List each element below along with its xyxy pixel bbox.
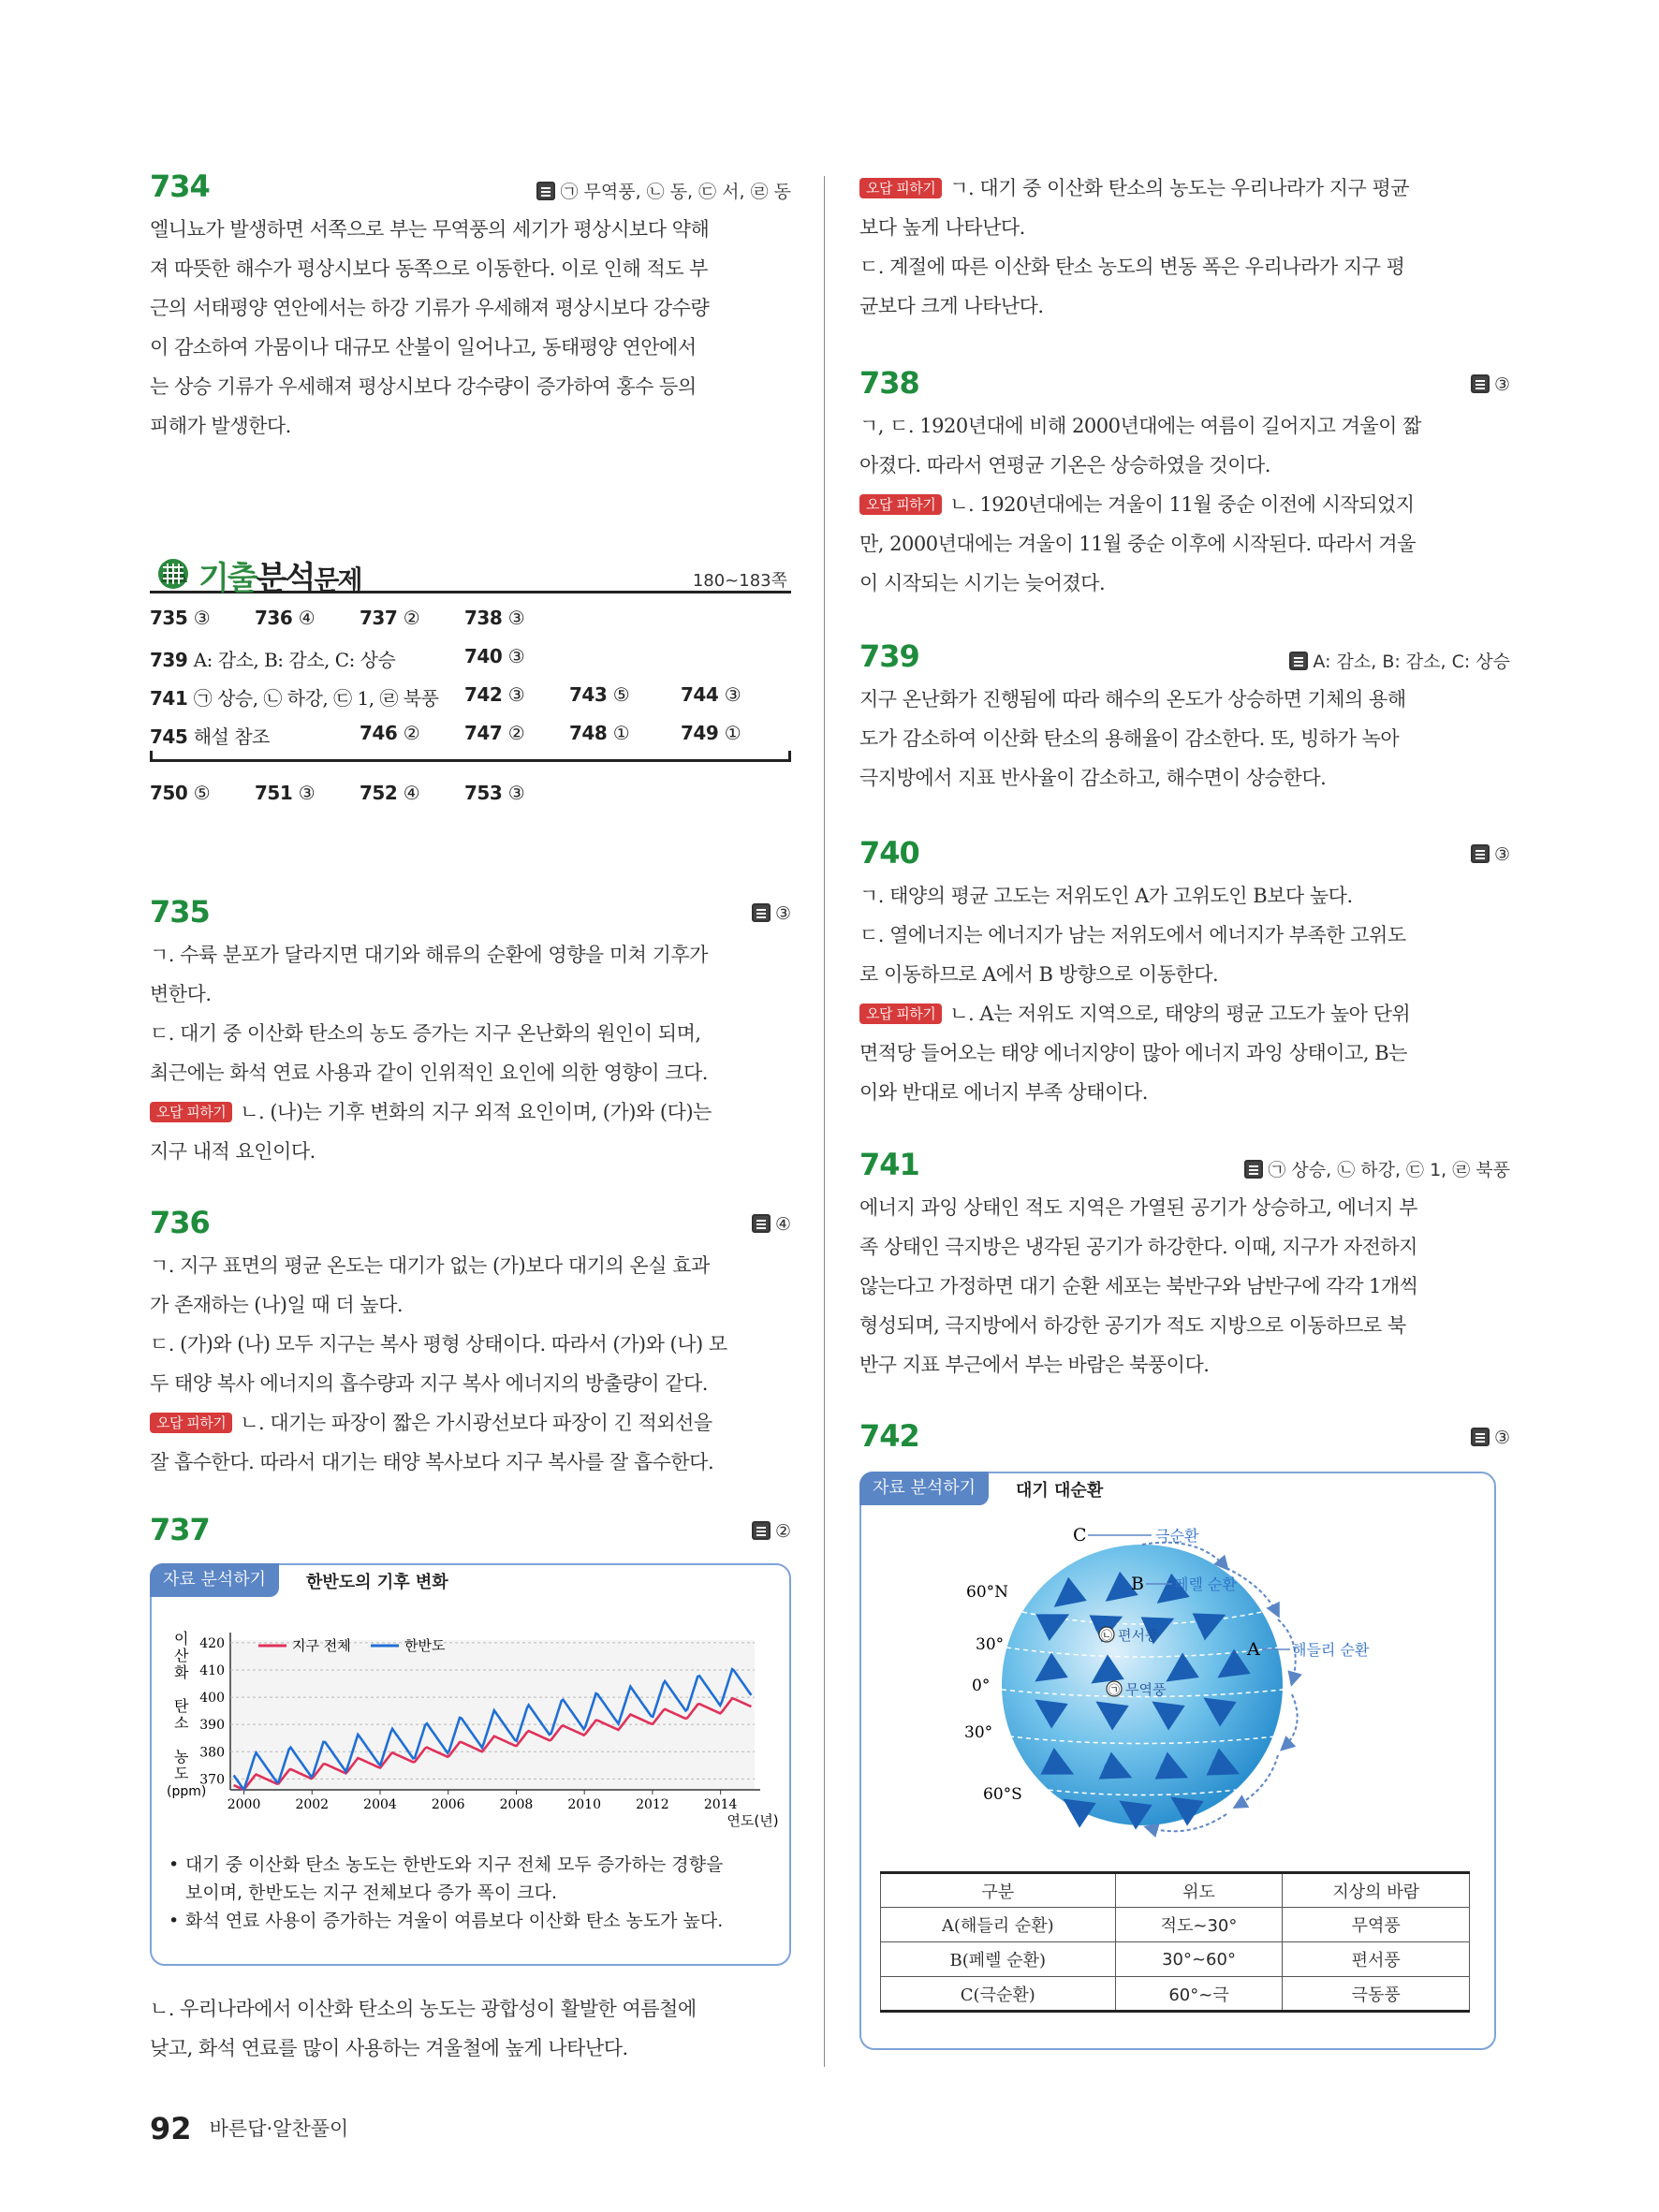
- explanation: ㄱ. 지구 표면의 평균 온도는 대기가 없는 (가)보다 대기의 온실 효과 가 존재하는 (나)일 때 더 높다. ㄷ. (가)와 (나) 모두 지구는 복사 평형 상태이다. 따라서 (가)와 (나) 모 두 태양 복사 에너지의 흡수량과 지구 복사 에너지의 방출량이 같다. 오답 피하기 ㄴ. 대기는 파장이 짧은 가시광선보다 파장이 긴 적외선을 잘 흡수한다. 따라서 대기는 태양 복사보다 지구 복사를 잘 흡수한다.: [150, 1254, 727, 1473]
- x-tick-label: 2000: [227, 1797, 261, 1812]
- analysis-bullets: [165, 1851, 773, 1935]
- explanation: 지구 온난화가 진행됨에 따라 해수의 온도가 상승하면 기체의 용해 도가 감소하여 이산화 탄소의 용해율이 감소한다. 또, 빙하가 녹아 극지방에서 지표 반사율이 감소하고, 해수면이 상승한다.: [859, 688, 1406, 789]
- co2-line-chart: [165, 1623, 779, 1838]
- bullet-item: • 대기 중 이산화 탄소 농도는 한반도와 지구 전체 모두 증가하는 경향을 보이며, 한반도는 지구 전체보다 증가 폭이 크다.: [165, 1851, 773, 1907]
- grid-entry: 738 ③: [464, 607, 525, 629]
- answer: ㉠ 무역풍, ㉡ 동, ㉢ 서, ㉣ 동: [536, 178, 791, 203]
- explanation: 오답 피하기 ㄱ. 대기 중 이산화 탄소의 농도는 우리나라가 지구 평균 보다 높게 나타난다. ㄷ. 계절에 따른 이산화 탄소 농도의 변동 폭은 우리나라가 지구 평 균보다 크게 나타난다.: [859, 177, 1410, 317]
- exam-answer-section: [150, 552, 791, 762]
- exam-title: 기출분석문제: [198, 560, 361, 597]
- data-analysis-box-742: [859, 1472, 1496, 2050]
- westerlies-label: 편서풍: [1118, 1627, 1159, 1644]
- grid-entry: 745 해설 참조: [150, 725, 270, 748]
- explanation: ㄴ. 우리나라에서 이산화 탄소의 농도는 광합성이 활발한 여름철에 낮고, 화석 연료를 많이 사용하는 겨울철에 높게 나타난다.: [150, 1998, 697, 2059]
- ylabel-char: 화: [174, 1663, 189, 1681]
- answer: ④: [752, 1214, 791, 1235]
- answer: ③: [1471, 1428, 1510, 1448]
- table-cell: 30°~60°: [1115, 1942, 1283, 1977]
- table-header: 구분: [881, 1873, 1116, 1908]
- grid-entry: 741 ㉠ 상승, ㉡ 하강, ㉢ 1, ㉣ 북풍: [150, 687, 439, 710]
- grid-entry: 736 ④: [255, 607, 316, 629]
- answer: ③: [752, 903, 791, 924]
- grid-entry: 735 ③: [150, 607, 211, 629]
- ylabel-char: 소: [174, 1714, 189, 1732]
- question-741: [859, 1147, 1510, 1384]
- ylabel-char: 도: [174, 1765, 189, 1782]
- data-analysis-tag: 자료 분석하기: [150, 1563, 279, 1597]
- lat-60s-label: 60°S: [983, 1785, 1022, 1804]
- wrong-answer-tag: 오답 피하기: [150, 1413, 232, 1433]
- table-row: [881, 1942, 1470, 1977]
- y-tick-label: 410: [199, 1663, 225, 1678]
- answer-icon: [1289, 652, 1308, 670]
- bullet-item: • 화석 연료 사용이 증가하는 겨울이 여름보다 이산화 탄소 농도가 높다.: [165, 1907, 773, 1935]
- table-cell: 편서풍: [1283, 1942, 1470, 1977]
- answer-icon: [536, 182, 555, 200]
- answer-grid: [150, 593, 791, 762]
- polar-cell-label: 극순환: [1155, 1527, 1199, 1545]
- explanation: ㄱ. 태양의 평균 고도는 저위도인 A가 고위도인 B보다 높다. ㄷ. 열에너지는 에너지가 남는 저위도에서 에너지가 부족한 고위도 로 이동하므로 A에서 B 방향으로 이동한다. 오답 피하기 ㄴ. A는 저위도 지역으로, 태양의 평균 고도가 높아 단위 면적당 들어오는 태양 에너지양이 많아 에너지 과잉 상태이고, B는 이와 반대로 에너지 부족 상태이다.: [859, 885, 1411, 1104]
- wind-g-marker: ㉠: [1108, 1683, 1121, 1696]
- table-header: 지상의 바람: [1283, 1873, 1470, 1908]
- table-cell: 극동풍: [1283, 1977, 1470, 2012]
- question-737-text: [150, 1989, 791, 2068]
- grid-entry: 747 ②: [464, 722, 525, 744]
- wrong-answer-tag: 오답 피하기: [859, 1003, 942, 1024]
- grid-entry: 748 ①: [569, 722, 630, 744]
- question-number: 735: [150, 894, 210, 930]
- table-header: 위도: [1115, 1873, 1283, 1908]
- ylabel-char: 탄: [174, 1697, 189, 1715]
- lat-60n-label: 60°N: [966, 1583, 1009, 1602]
- question-number: 742: [859, 1418, 919, 1454]
- question-number: 736: [150, 1205, 210, 1240]
- book-title: 바른답·알찬풀이: [209, 2117, 349, 2140]
- answer-icon: [1471, 1428, 1490, 1446]
- wrong-answer-tag: 오답 피하기: [859, 178, 942, 198]
- ylabel-char: 농: [174, 1748, 189, 1765]
- table-row: [881, 1977, 1470, 2012]
- table-cell: A(해들리 순환): [881, 1908, 1116, 1942]
- grid-entry: 739 A: 감소, B: 감소, C: 상승: [150, 649, 396, 671]
- hadley-cell-label: 해들리 순환: [1292, 1641, 1370, 1659]
- grid-entry: 749 ①: [681, 722, 741, 744]
- answer-icon: [752, 1521, 771, 1540]
- exam-logo-icon: [154, 554, 193, 590]
- lat-0-label: 0°: [972, 1677, 991, 1695]
- question-742: [859, 1418, 1510, 1459]
- y-tick-label: 400: [199, 1691, 225, 1707]
- grid-entry: 742 ③: [464, 683, 525, 706]
- question-736: [150, 1205, 791, 1482]
- question-number: 739: [859, 638, 919, 674]
- answer-icon: [1244, 1160, 1263, 1179]
- x-axis-label: 연도(년): [727, 1812, 779, 1829]
- table-cell: 60°~극: [1115, 1977, 1283, 2012]
- ylabel-char: 산: [174, 1647, 189, 1664]
- question-739: [859, 638, 1510, 798]
- data-analysis-box-737: [150, 1563, 791, 1966]
- grid-entry: 744 ③: [681, 683, 741, 706]
- grid-entry: 751 ③: [255, 782, 316, 804]
- question-number: 740: [859, 835, 919, 871]
- grid-entry: 750 ⑤: [150, 782, 211, 804]
- answer-icon: [752, 1214, 771, 1233]
- question-number: 741: [859, 1147, 919, 1182]
- ylabel-unit: (ppm): [167, 1784, 207, 1799]
- chart-y-ticks: [199, 1636, 225, 1787]
- explanation: 엘니뇨가 발생하면 서쪽으로 부는 무역풍의 세기가 평상시보다 약해 져 따뜻한 해수가 평상시보다 동쪽으로 이동한다. 이로 인해 적도 부 근의 서태평양 연안에서는 하강 기류가 우세해져 평상시보다 강수량 이 감소하여 가뭄이나 대규모 산불이 일어나고, 동태평양 연안에서 는 상승 기류가 우세해져 평상시보다 강수량이 증가하여 홍수 등의 피해가 발생한다.: [150, 218, 710, 437]
- lat-30s-label: 30°: [964, 1723, 993, 1742]
- cell-b-label: B: [1131, 1574, 1144, 1594]
- table-row: [881, 1908, 1470, 1942]
- page-footer: [150, 2111, 348, 2146]
- question-number: 738: [859, 365, 919, 401]
- y-tick-label: 370: [199, 1772, 225, 1788]
- question-740: [859, 835, 1510, 1112]
- grid-entry: 743 ⑤: [569, 683, 630, 706]
- y-tick-label: 380: [199, 1745, 225, 1761]
- wind-l-marker: ㉡: [1101, 1629, 1113, 1642]
- ferrel-cell-label: 페렐 순환: [1174, 1575, 1237, 1593]
- page-number: 92: [150, 2111, 192, 2146]
- explanation: ㄱ, ㄷ. 1920년대에 비해 2000년대에는 여름이 길어지고 겨울이 짧 아졌다. 따라서 연평균 기온은 상승하였을 것이다. 오답 피하기 ㄴ. 1920년대에는 겨울이 11월 중순 이전에 시작되었지 만, 2000년대에는 겨울이 11월 중순 이후에 시작된다. 따라서 겨울 이 시작되는 시기는 늦어졌다.: [859, 415, 1421, 594]
- cell-a-label: A: [1247, 1639, 1260, 1660]
- legend-label: 한반도: [404, 1637, 446, 1654]
- grid-entry: 752 ④: [360, 782, 420, 804]
- legend-label: 지구 전체: [292, 1637, 351, 1654]
- question-738: [859, 365, 1510, 603]
- table-cell: 무역풍: [1283, 1908, 1470, 1942]
- grid-entry: 737 ②: [360, 607, 420, 629]
- x-tick-label: 2002: [295, 1797, 330, 1812]
- explanation: 에너지 과잉 상태인 적도 지역은 가열된 공기가 상승하고, 에너지 부 족 상태인 극지방은 냉각된 공기가 하강한다. 이때, 지구가 자전하지 않는다고 가정하면 대기 순환 세포는 북반구와 남반구에 각각 1개씩 형성되며, 극지방에서 하강한 공기가 적도 지방으로 이동하므로 북 반구 지표 부근에서 부는 바람은 북풍이다.: [859, 1196, 1418, 1376]
- x-tick-label: 2012: [636, 1797, 669, 1812]
- column-divider: [824, 176, 825, 2067]
- answer-icon: [752, 903, 771, 922]
- explanation: ㄱ. 수륙 분포가 달라지면 대기와 해류의 순환에 영향을 미쳐 기후가 변한다. ㄷ. 대기 중 이산화 탄소의 농도 증가는 지구 온난화의 원인이 되며, 최근에는 화석 연료 사용과 같이 인위적인 요인에 의한 영향이 크다. 오답 피하기 ㄴ. (나)는 기후 변화의 지구 외적 요인이며, (가)와 (다)는 지구 내적 요인이다.: [150, 944, 712, 1163]
- question-number: 734: [150, 168, 210, 204]
- data-analysis-title: 한반도의 기후 변화: [306, 1573, 448, 1592]
- lat-30n-label: 30°: [976, 1635, 1005, 1654]
- x-tick-label: 2014: [703, 1797, 738, 1812]
- question-number: 737: [150, 1512, 210, 1547]
- trade-winds-label: 무역풍: [1125, 1681, 1167, 1698]
- wrong-answer-tag: 오답 피하기: [150, 1102, 232, 1122]
- x-tick-label: 2008: [499, 1797, 534, 1812]
- wind-table: [880, 1871, 1470, 2013]
- y-tick-label: 390: [199, 1718, 225, 1734]
- answer: ③: [1471, 374, 1510, 395]
- x-tick-label: 2010: [567, 1797, 602, 1812]
- answer: ㉠ 상승, ㉡ 하강, ㉢ 1, ㉣ 북풍: [1244, 1156, 1510, 1181]
- question-735: [150, 894, 791, 1171]
- table-cell: B(페렐 순환): [881, 1942, 1116, 1977]
- data-analysis-title: 대기 대순환: [1016, 1481, 1104, 1501]
- atmospheric-circulation-diagram: [955, 1516, 1386, 1849]
- data-analysis-tag: 자료 분석하기: [859, 1472, 989, 1505]
- answer: ③: [1471, 844, 1510, 865]
- x-tick-label: 2004: [363, 1797, 397, 1812]
- grid-entry: 740 ③: [464, 645, 525, 667]
- table-cell: 적도~30°: [1115, 1908, 1283, 1942]
- answer-icon: [1471, 374, 1490, 393]
- ylabel-char: 이: [174, 1630, 189, 1648]
- question-737-continued: [859, 168, 1510, 326]
- grid-entry: 753 ③: [464, 782, 525, 804]
- y-tick-label: 420: [199, 1635, 225, 1651]
- answer-grid-last-row: [150, 782, 791, 819]
- answer: A: 감소, B: 감소, C: 상승: [1289, 648, 1510, 673]
- grid-entry: 746 ②: [360, 722, 420, 744]
- answer: ②: [752, 1521, 791, 1542]
- question-737: [150, 1512, 791, 1553]
- table-cell: C(극순환): [881, 1977, 1116, 2012]
- question-734: [150, 168, 791, 446]
- chart-x-ticks: [228, 1790, 779, 1829]
- page-range: 180~183쪽: [692, 571, 787, 591]
- cell-c-label: C: [1073, 1525, 1087, 1545]
- wrong-answer-tag: 오답 피하기: [859, 494, 942, 515]
- answer-icon: [1471, 844, 1490, 863]
- x-tick-label: 2006: [431, 1797, 465, 1812]
